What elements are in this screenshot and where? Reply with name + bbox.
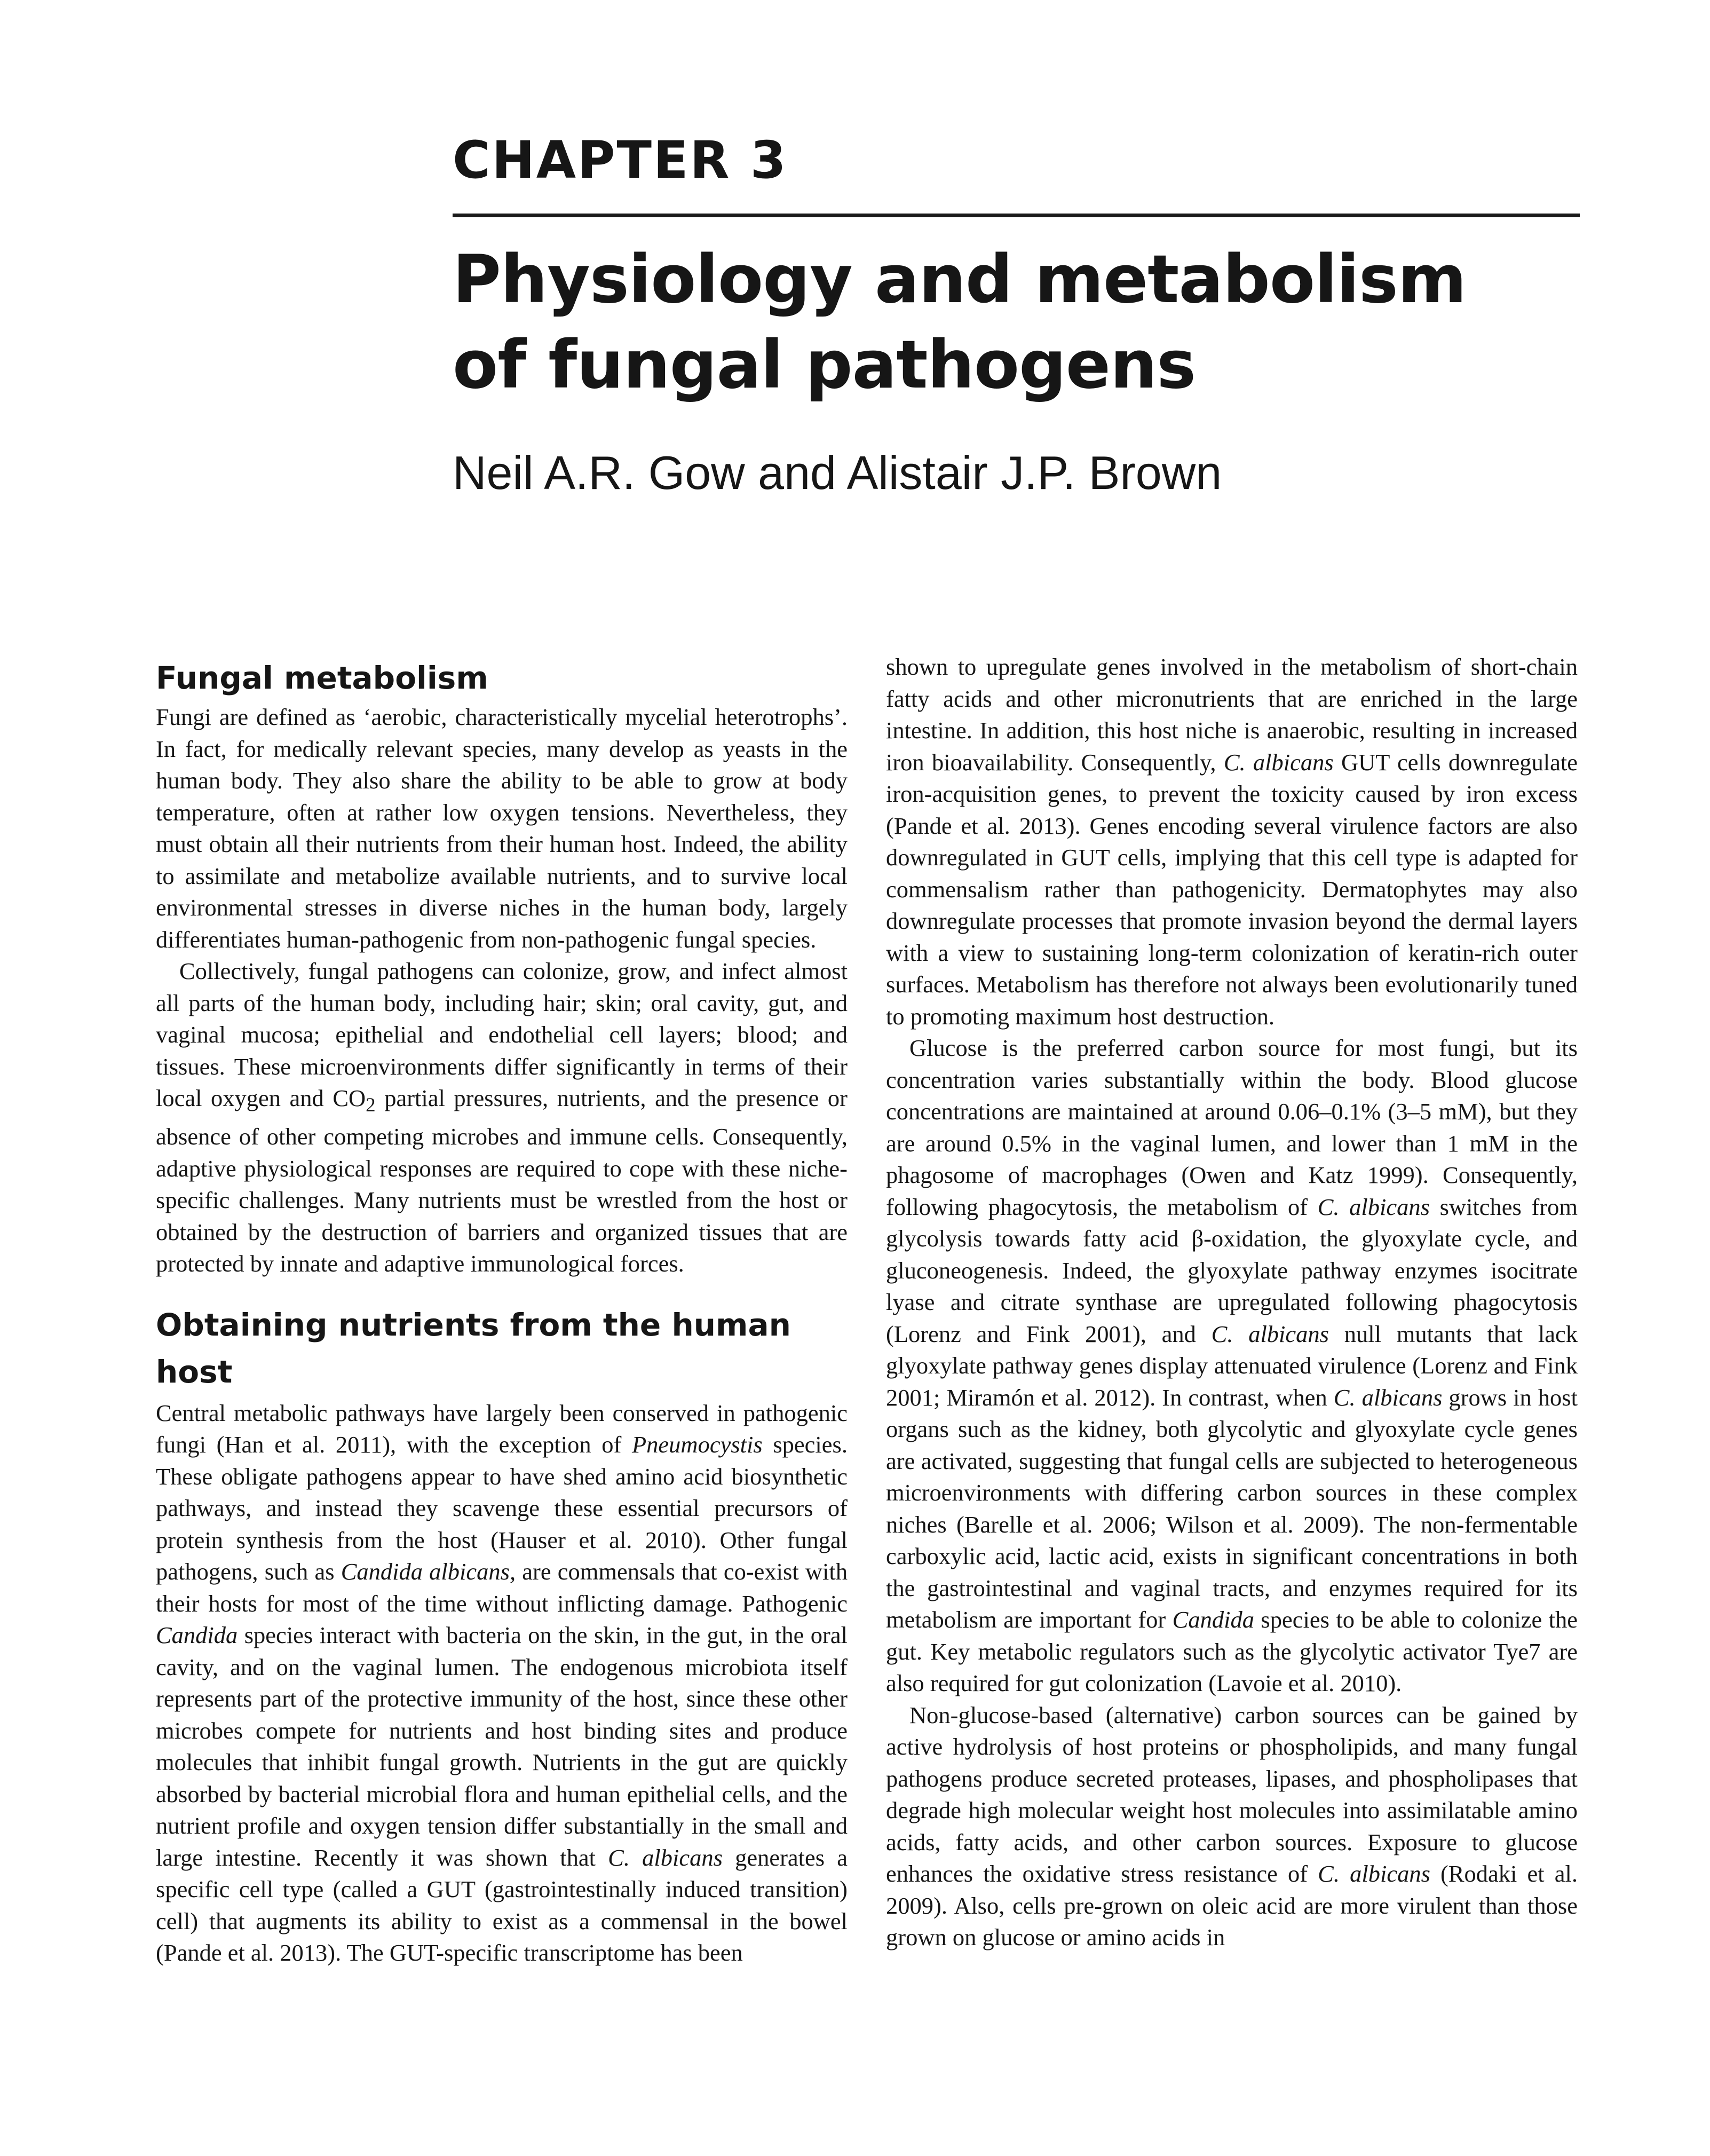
paragraph: Collectively, fungal pathogens can colonize, grow, and infect almost all parts of the human body, including hair; skin; oral cavity, gut, and vaginal mucosa; epithelial and endothelial cell layers; blood; and tissues. These microenvironments differ significantly in terms of their local oxygen and $CO_2$ partial pressures, nutrients, and the presence or absence of other competing microbes and immune cells. Consequently, adaptive physiological responses are required to cope with these niche-specific challenges. Many nutrients must be wrestled from the host or obtained by the destruction of barriers and organized tissues that are protected by innate and adaptive immunological forces. <box>156 958 848 1277</box>
chapter-title-line-2: of fungal pathogens <box>453 327 1196 404</box>
paragraph: Central metabolic pathways have largely been conserved in pathogenic fungi (Han et al. 2011), with the exception of Pneumocystis species. These obligate pathogens appear to have shed amino acid biosynthetic pathways, and instead they scavenge these essential precursors of protein synthesis from the host (Hauser et al. 2010). Other fungal pathogens, such as Candida albicans, are commensals that co-exist with their hosts for most of the time without inflicting damage. Pathogenic Candida species interact with bacteria on the skin, in the gut, in the oral cavity, and on the vaginal lumen. The endogenous microbiota itself represents part of the protective immunity of the host, since these other microbes compete for nutrients and host binding sites and produce molecules that inhibit fungal growth. Nutrients in the gut are quickly absorbed by bacterial microbial flora and human epithelial cells, and the nutrient profile and oxygen tension differ substantially in the small and large intestine. Recently it was shown that C. albicans generates a specific cell type (called a GUT (gastrointestinally induced transition) cell) that augments its ability to exist as a commensal in the bowel (Pande et al. 2013). The GUT-specific transcriptome has been <box>156 1399 848 1967</box>
chapter-authors: Neil A.R. Gow and Alistair J.P. Brown <box>453 446 1222 499</box>
section-heading-obtaining-nutrients: Obtaining nutrients from the human host <box>156 1306 791 1390</box>
italic-term: Pneumocystis <box>632 1431 763 1458</box>
chapter-header <box>453 130 1580 499</box>
paragraph: Glucose is the preferred carbon source for most fungi, but its concentration varies substantially within the body. Blood glucose concentrations are maintained at around 0.06–0.1% (3–5 mM), but they are around 0.5% in the vaginal lumen, and lower than 1 mM in the phagosome of macrophages (Owen and Katz 1999). Consequently, following phagocytosis, the metabolism of C. albicans switches from glycolysis towards fatty acid β-oxidation, the glyoxylate cycle, and gluconeogenesis. Indeed, the glyoxylate pathway enzymes isocitrate lyase and citrate synthase are upregulated following phagocytosis (Lorenz and Fink 2001), and C. albicans null mutants that lack glyoxylate pathway genes display attenuated virulence (Lorenz and Fink 2001; Miramón et al. 2012). In contrast, when C. albicans grows in host organs such as the kidney, both glycolytic and glyoxylate cycle genes are activated, suggesting that fungal cells are subjected to heterogeneous microenvironments with differing carbon sources in these complex niches (Barelle et al. 2006; Wilson et al. 2009). The non-fermentable carboxylic acid, lactic acid, exists in significant concentrations in both the gastrointestinal and vaginal tracts, and enzymes required for its metabolism are important for Candida species to be able to colonize the gut. Key metabolic regulators such as the glycolytic activator Tye7 are also required for gut colonization (Lavoie et al. 2010). <box>886 1034 1578 1696</box>
subscript: 2 <box>366 1094 376 1116</box>
italic-term: C. albicans <box>1333 1384 1443 1411</box>
paragraph: Fungi are defined as ‘aerobic, characteristically mycelial heterotrophs’. In fact, for medically relevant species, many develop as yeasts in the human body. They also share the ability to be able to grow at body temperature, often at rather low oxygen tensions. Nevertheless, they must obtain all their nutrients from their human host. Indeed, the ability to assimilate and metabolize available nutrients, and to survive local environmental stresses in diverse niches in the human body, largely differentiates human-pathogenic from non-pathogenic fungal species. <box>156 704 848 953</box>
italic-term: Candida <box>1172 1606 1254 1633</box>
left-column <box>156 654 848 1969</box>
italic-term: C. albicans <box>608 1844 723 1871</box>
right-column <box>886 651 1578 1954</box>
chapter-label: CHAPTER 3 <box>453 130 788 190</box>
italic-term: Candida <box>156 1622 238 1649</box>
italic-term: C. albicans <box>1223 748 1334 776</box>
italic-term: C. albicans <box>1211 1320 1329 1347</box>
section-heading-fungal-metabolism: Fungal metabolism <box>156 660 488 696</box>
italic-term: C. albicans <box>1318 1860 1430 1887</box>
italic-term: C. albicans <box>1317 1193 1430 1220</box>
chapter-rule <box>453 214 1580 217</box>
chapter-title <box>453 237 1466 408</box>
paragraph: shown to upregulate genes involved in the metabolism of short-chain fatty acids and other micronutrients that are enriched in the large intestine. In addition, this host niche is anaerobic, resulting in increased iron bioavailability. Consequently, C. albicans GUT cells downregulate iron-acquisition genes, to prevent the toxicity caused by iron excess (Pande et al. 2013). Genes encoding several virulence factors are also downregulated in GUT cells, implying that this cell type is adapted for commensalism rather than pathogenicity. Dermatophytes may also downregulate processes that promote invasion beyond the dermal layers with a view to sustaining long-term colonization of keratin-rich outer surfaces. Metabolism has therefore not always been evolutionarily tuned to promoting maximum host destruction. <box>886 653 1578 1030</box>
italic-term: Candida albicans, <box>341 1558 516 1585</box>
chapter-title-line-1: Physiology and metabolism <box>453 241 1467 318</box>
paragraph: Non-glucose-based (alternative) carbon sources can be gained by active hydrolysis of host proteins or phospholipids, and many fungal pathogens produce secreted proteases, lipases, and phospholipases that degrade high molecular weight host molecules into assimilatable amino acids, fatty acids, and other carbon sources. Exposure to glucose enhances the oxidative stress resistance of C. albicans (Rodaki et al. 2009). Also, cells pre-grown on oleic acid are more virulent than those grown on glucose or amino acids in <box>886 1701 1578 1950</box>
